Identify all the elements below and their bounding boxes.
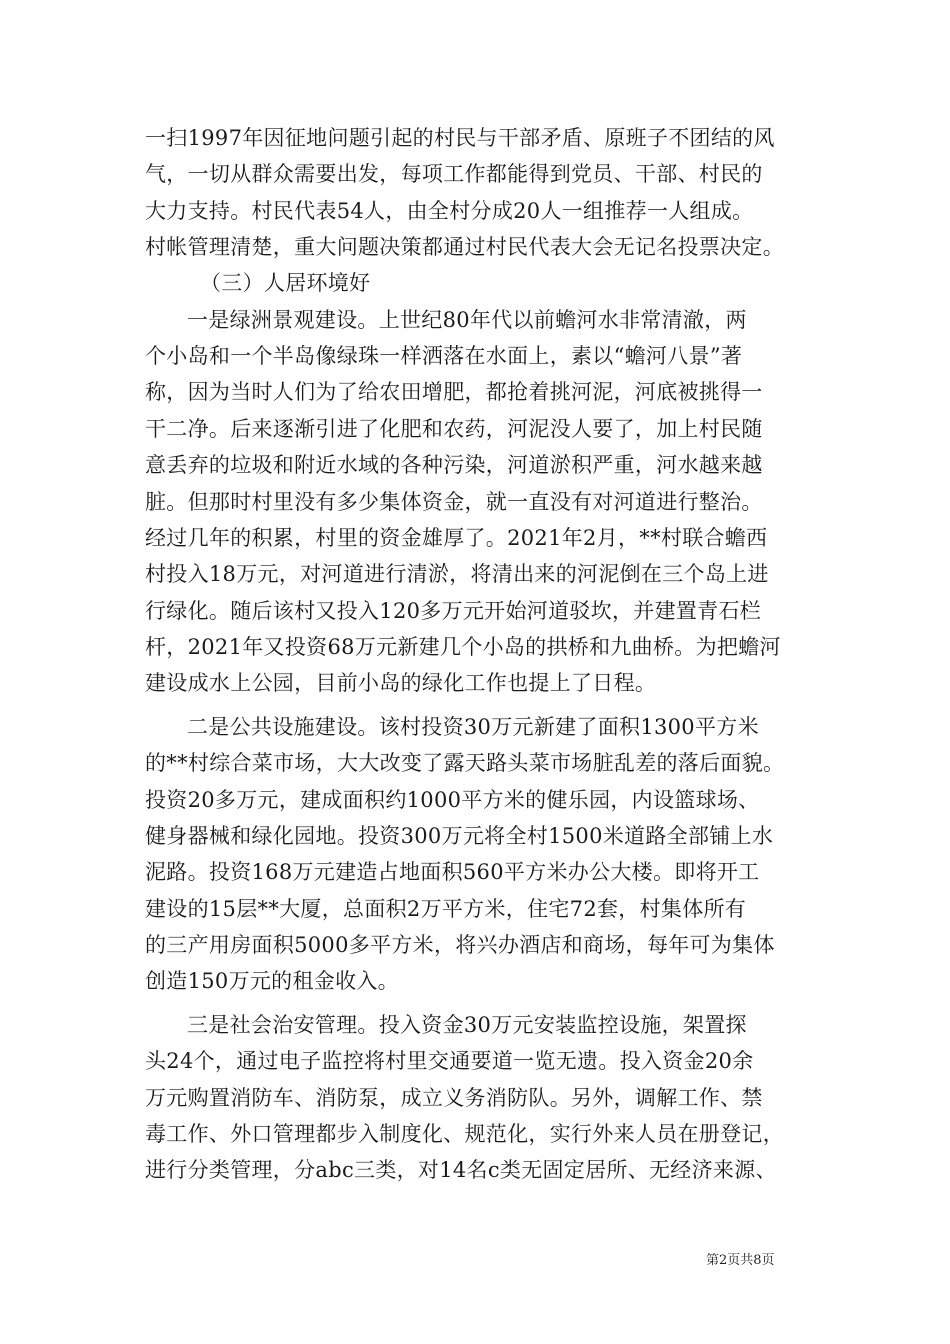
text-line: 创造150万元的租金收入。: [145, 969, 399, 993]
text-line: 一扫1997年因征地问题引起的村民与干部矛盾、原班子不团结的风: [145, 126, 775, 150]
text-line: 投资20多万元，建成面积约1000平方米的健乐园，内设篮球场、: [145, 788, 760, 812]
text-line: 一是绿洲景观建设。上世纪80年代以前蟾河水非常清澈，两: [187, 308, 747, 332]
text-line: 气，一切从群众需要出发，每项工作都能得到党员、干部、村民的: [145, 162, 763, 186]
text-line: 的三产用房面积5000多平方米，将兴办酒店和商场，每年可为集体: [145, 933, 775, 957]
text-line: 泥路。投资168万元建造占地面积560平方米办公大楼。即将开工: [145, 860, 760, 884]
text-line: 毒工作、外口管理都步入制度化、规范化，实行外来人员在册登记，: [145, 1122, 784, 1146]
text-line: 头24个，通过电子监控将村里交通要道一览无遗。投入资金20余: [145, 1049, 754, 1073]
text-line: 三是社会治安管理。投入资金30万元安装监控设施，架置探: [187, 1013, 747, 1037]
text-line: 村帐管理清楚，重大问题决策都通过村民代表大会无记名投票决定。: [145, 235, 784, 259]
text-line: 进行分类管理，分abc三类，对14名c类无固定居所、无经济来源、: [145, 1158, 777, 1182]
text-line: 称，因为当时人们为了给农田增肥，都抢着挑河泥，河底被挑得一: [145, 380, 763, 404]
text-line: 建设的15层**大厦，总面积2万平方米，住宅72套，村集体所有: [145, 897, 747, 921]
text-line: 健身器械和绿化园地。投资300万元将全村1500米道路全部铺上水: [145, 824, 774, 848]
text-line: 脏。但那时村里没有多少集体资金，就一直没有对河道进行整治。: [145, 490, 763, 514]
page-number-footer: 第2页共8页: [706, 1253, 775, 1268]
section-heading: （三）人居环境好: [200, 271, 371, 295]
text-line: 个小岛和一个半岛像绿珠一样洒落在水面上，素以“蟾河八景”著: [145, 344, 743, 368]
text-line: 杆，2021年又投资68万元新建几个小岛的拱桥和九曲桥。为把蟾河: [145, 635, 781, 659]
text-line: 的**村综合菜市场，大大改变了露天路头菜市场脏乱差的落后面貌。: [145, 751, 785, 775]
text-line: 建设成水上公园，目前小岛的绿化工作也提上了日程。: [145, 671, 657, 695]
text-line: 二是公共设施建设。该村投资30万元新建了面积1300平方米: [187, 715, 759, 739]
text-line: 意丢弃的垃圾和附近水域的各种污染，河道淤积严重，河水越来越: [145, 453, 763, 477]
text-line: 行绿化。随后该村又投入120多万元开始河道驳坎，并建置青石栏: [145, 599, 762, 623]
text-line: 干二净。后来逐渐引进了化肥和农药，河泥没人要了，加上村民随: [145, 417, 763, 441]
text-line: 大力支持。村民代表54人，由全村分成20人一组推荐一人组成。: [145, 199, 754, 223]
text-line: 经过几年的积累，村里的资金雄厚了。2021年2月，**村联合蟾西: [145, 526, 768, 550]
text-line: 村投入18万元，对河道进行清淤，将清出来的河泥倒在三个岛上进: [145, 562, 769, 586]
text-line: 万元购置消防车、消防泵，成立义务消防队。另外，调解工作、禁: [145, 1086, 763, 1110]
